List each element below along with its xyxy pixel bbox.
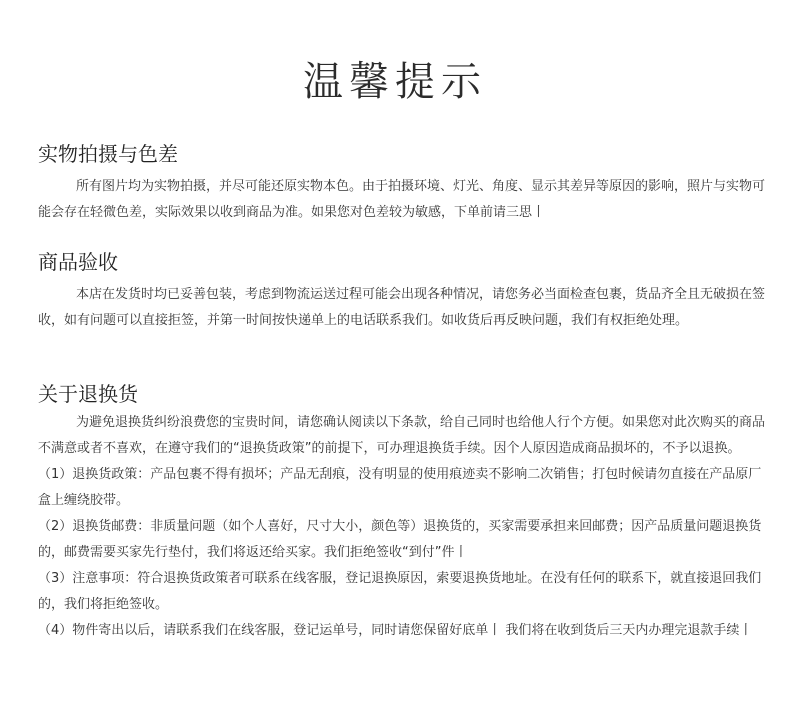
page-title: 温馨提示 [303,59,487,105]
return-shipping-item: （2）退换货邮费：非质量问题（如个人喜好，尺寸大小，颜色等）退换货的，买家需要承担来回邮费；因产品质量问题退换货的，邮费需要买家先行垫付，我们将返还给买家。我们拒绝签收“到付”件丨 [38,519,762,560]
section-returns [38,381,770,644]
section-inspection [38,249,770,334]
section-heading: 关于退换货 [38,382,138,406]
return-policy-item: （1）退换货政策：产品包裹不得有损坏；产品无刮痕，没有明显的使用痕迹卖不影响二次销售；打包时候请勿直接在产品原厂盒上缠绕胶带。 [38,467,762,508]
section-heading: 实物拍摄与色差 [38,142,178,166]
section-paragraph: 为避免退换货纠纷浪费您的宝贵时间，请您确认阅读以下条款，给自己同时也给他人行个方便。如果您对此次购买的商品不满意或者不喜欢，在遵守我们的“退换货政策”的前提下，可办理退换货手续。因个人原因造成商品损坏的，不予以退换。 [38,415,766,456]
section-paragraph: 所有图片均为实物拍摄，并尽可能还原实物本色。由于拍摄环境、灯光、角度、显示其差异等原因的影响，照片与实物可能会存在轻微色差，实际效果以收到商品为准。如果您对色差较为敏感，下单前请三思丨 [38,179,766,220]
section-heading: 商品验收 [38,250,118,274]
section-color-difference [38,141,770,226]
return-refund-item: （4）物件寄出以后，请联系我们在线客服，登记运单号，同时请您保留好底单丨 我们将在收到货后三天内办理完退款手续丨 [38,623,753,638]
return-notes-item: （3）注意事项：符合退换货政策者可联系在线客服，登记退换原因，索要退换货地址。在没有任何的联系下，就直接退回我们的，我们将拒绝签收。 [38,571,762,612]
section-paragraph: 本店在发货时均已妥善包装，考虑到物流运送过程可能会出现各种情况，请您务必当面检查包裹，货品齐全且无破损在签收，如有问题可以直接拒签，并第一时间按快递单上的电话联系我们。如收货后再反映问题，我们有权拒绝处理。 [38,287,766,328]
